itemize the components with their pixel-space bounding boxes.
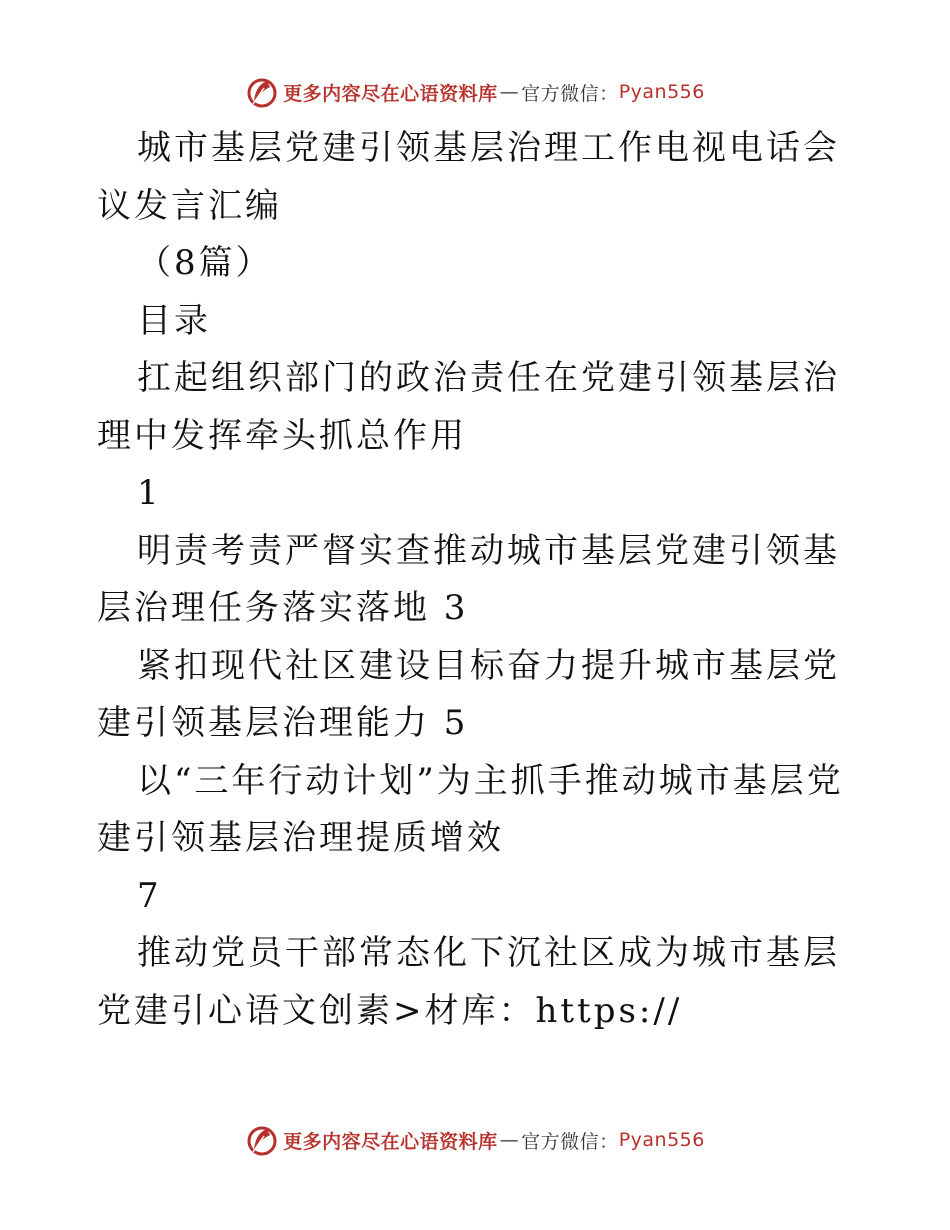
header-watermark bbox=[0, 72, 950, 112]
toc-entry: 明责考责严督实查推动城市基层党建引领基层治理任务落实落地 3 bbox=[97, 530, 840, 628]
watermark-dash: — bbox=[499, 81, 520, 103]
watermark-wechat-id: Pyan556 bbox=[618, 1129, 705, 1151]
toc-entry: 以“三年行动计划”为主抓手推动城市基层党建引领基层治理提质增效 bbox=[97, 760, 844, 858]
feather-pen-logo-icon bbox=[245, 75, 279, 109]
toc-heading: 目录 bbox=[137, 300, 211, 341]
document-body bbox=[97, 120, 857, 1040]
watermark-wechat-id: Pyan556 bbox=[618, 81, 705, 103]
toc-page-number: 7 bbox=[137, 875, 162, 916]
watermark-dash: — bbox=[499, 1129, 520, 1151]
toc-entry: 扛起组织部门的政治责任在党建引领基层治理中发挥牵头抓总作用 bbox=[97, 358, 840, 456]
toc-entry: 推动党员干部常态化下沉社区成为城市基层党建引心语文创素>材库：https:// bbox=[97, 933, 840, 1031]
footer-watermark bbox=[0, 1120, 950, 1160]
toc-page-number: 1 bbox=[137, 473, 162, 513]
feather-pen-logo-icon bbox=[245, 1123, 279, 1157]
document-title: 城市基层党建引领基层治理工作电视电话会议发言汇编 bbox=[97, 128, 840, 226]
watermark-wechat-label: 官方微信： bbox=[521, 82, 619, 105]
watermark-main-text: 更多内容尽在心语资料库 bbox=[283, 82, 498, 105]
watermark-main-text: 更多内容尽在心语资料库 bbox=[283, 1130, 498, 1153]
document-count: （8篇） bbox=[137, 243, 273, 283]
toc-entry: 紧扣现代社区建设目标奋力提升城市基层党建引领基层治理能力 5 bbox=[97, 645, 840, 743]
watermark-wechat-label: 官方微信： bbox=[521, 1130, 619, 1153]
